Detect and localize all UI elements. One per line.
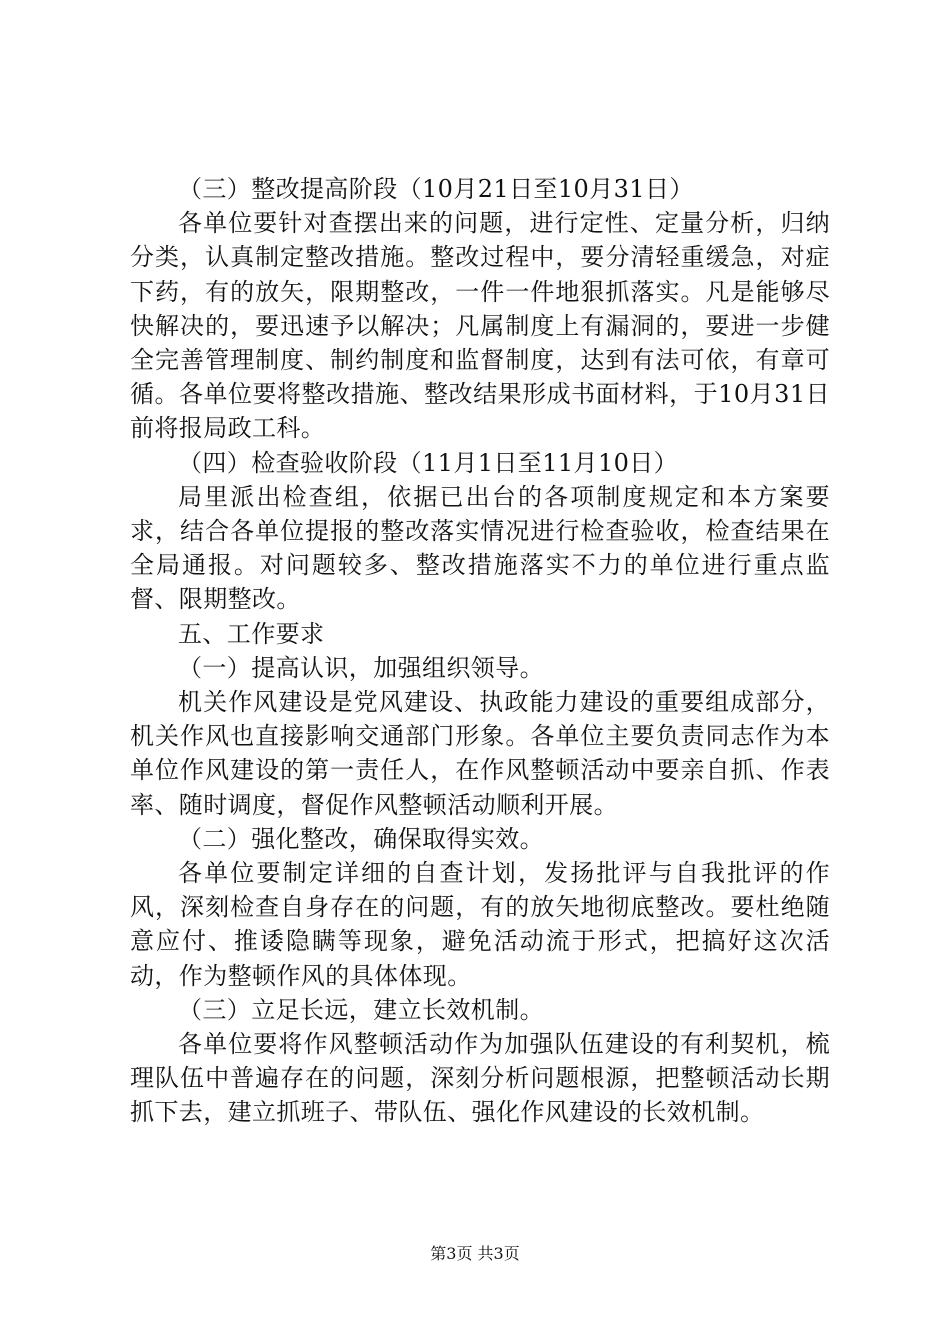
heading-requirement-two: （二）强化整改，确保取得实效。 (178, 824, 544, 853)
paragraph-requirement-three-body: 各单位要将作风整顿活动作为加强队伍建设的有利契机，梳理队伍中普遍存在的问题，深刻分析问题根源，把整顿活动长期抓下去，建立抓班子、带队伍、强化作风建设的长效机制。 (130, 1030, 830, 1127)
heading-phase-three: （三）整改提高阶段（10月21日至10月31日） (178, 175, 694, 203)
paragraph-phase-three-body: 各单位要针对查摆出来的问题，进行定性、定量分析，归纳分类，认真制定整改措施。整改过程中，要分清轻重缓急，对症下药，有的放矢，限期整改，一件一件地狠抓落实。凡是能够尽快解决的，要迅速予以解决；凡属制度上有漏洞的，要进一步健全完善管理制度、制约制度和监督制度，达到有法可依，有章可循。各单位要将整改措施、整改结果形成书面材料，于10月31日前将报局政工科。 (130, 209, 830, 443)
heading-phase-four: （四）检查验收阶段（11月1日至11月10日） (178, 448, 679, 477)
paragraph-requirement-one-body: 机关作风建设是党风建设、执政能力建设的重要组成部分，机关作风也直接影响交通部门形象。各单位主要负责同志作为本单位作风建设的第一责任人，在作风整顿活动中要亲自抓、作表率、随时调度，督促作风整顿活动顺利开展。 (130, 688, 830, 819)
page-number-footer: 第3页 共3页 (430, 1244, 520, 1263)
heading-requirement-one: （一）提高认识，加强组织领导。 (178, 653, 544, 682)
heading-requirement-three: （三）立足长远，建立长效机制。 (178, 995, 544, 1024)
heading-section-five: 五、工作要求 (178, 619, 325, 648)
document-body (130, 172, 830, 1130)
paragraph-phase-four-body: 局里派出检查组，依据已出台的各项制度规定和本方案要求，结合各单位提报的整改落实情况进行检查验收，检查结果在全局通报。对问题较多、整改措施落实不力的单位进行重点监督、限期整改。 (130, 482, 830, 614)
paragraph-requirement-two-body: 各单位要制定详细的自查计划，发扬批评与自我批评的作风，深刻检查自身存在的问题，有的放矢地彻底整改。要杜绝随意应付、推诿隐瞒等现象，避免活动流于形式，把搞好这次活动，作为整顿作风的具体体现。 (130, 859, 830, 990)
